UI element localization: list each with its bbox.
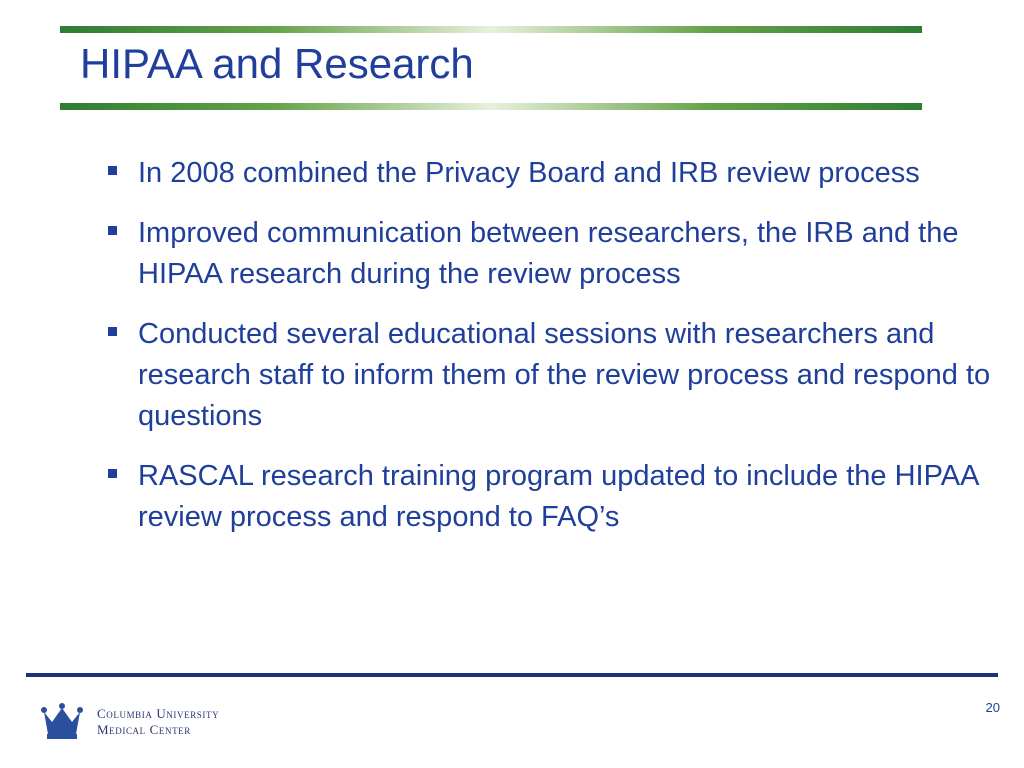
bullet-text: Improved communication between researchers, the IRB and the HIPAA research during the review process [138, 217, 959, 290]
page-number: 20 [985, 700, 1000, 715]
bullet-text: RASCAL research training program updated to include the HIPAA review process and respond to FAQ’s [138, 460, 978, 533]
bullet-item [106, 314, 996, 437]
square-bullet-icon [108, 226, 117, 235]
square-bullet-icon [108, 469, 117, 478]
square-bullet-icon [108, 327, 117, 336]
slide-title: HIPAA and Research [80, 40, 474, 87]
title-top-rule [60, 26, 922, 33]
bullet-item [106, 456, 996, 538]
institution-name-line1: Columbia University [97, 706, 220, 721]
crown-icon [38, 700, 86, 742]
institution-name-line2: Medical Center [97, 722, 191, 737]
bullet-text: Conducted several educational sessions with researchers and research staff to inform them of the review process and respond to questions [138, 318, 991, 432]
square-bullet-icon [108, 166, 117, 175]
title-bottom-rule [60, 103, 922, 110]
bullet-text: In 2008 combined the Privacy Board and IRB review process [138, 157, 920, 189]
bullet-item [106, 213, 996, 295]
bullet-list [106, 153, 996, 557]
institution-wordmark [97, 706, 219, 738]
bullet-item [106, 153, 996, 194]
footer-rule [26, 673, 998, 677]
